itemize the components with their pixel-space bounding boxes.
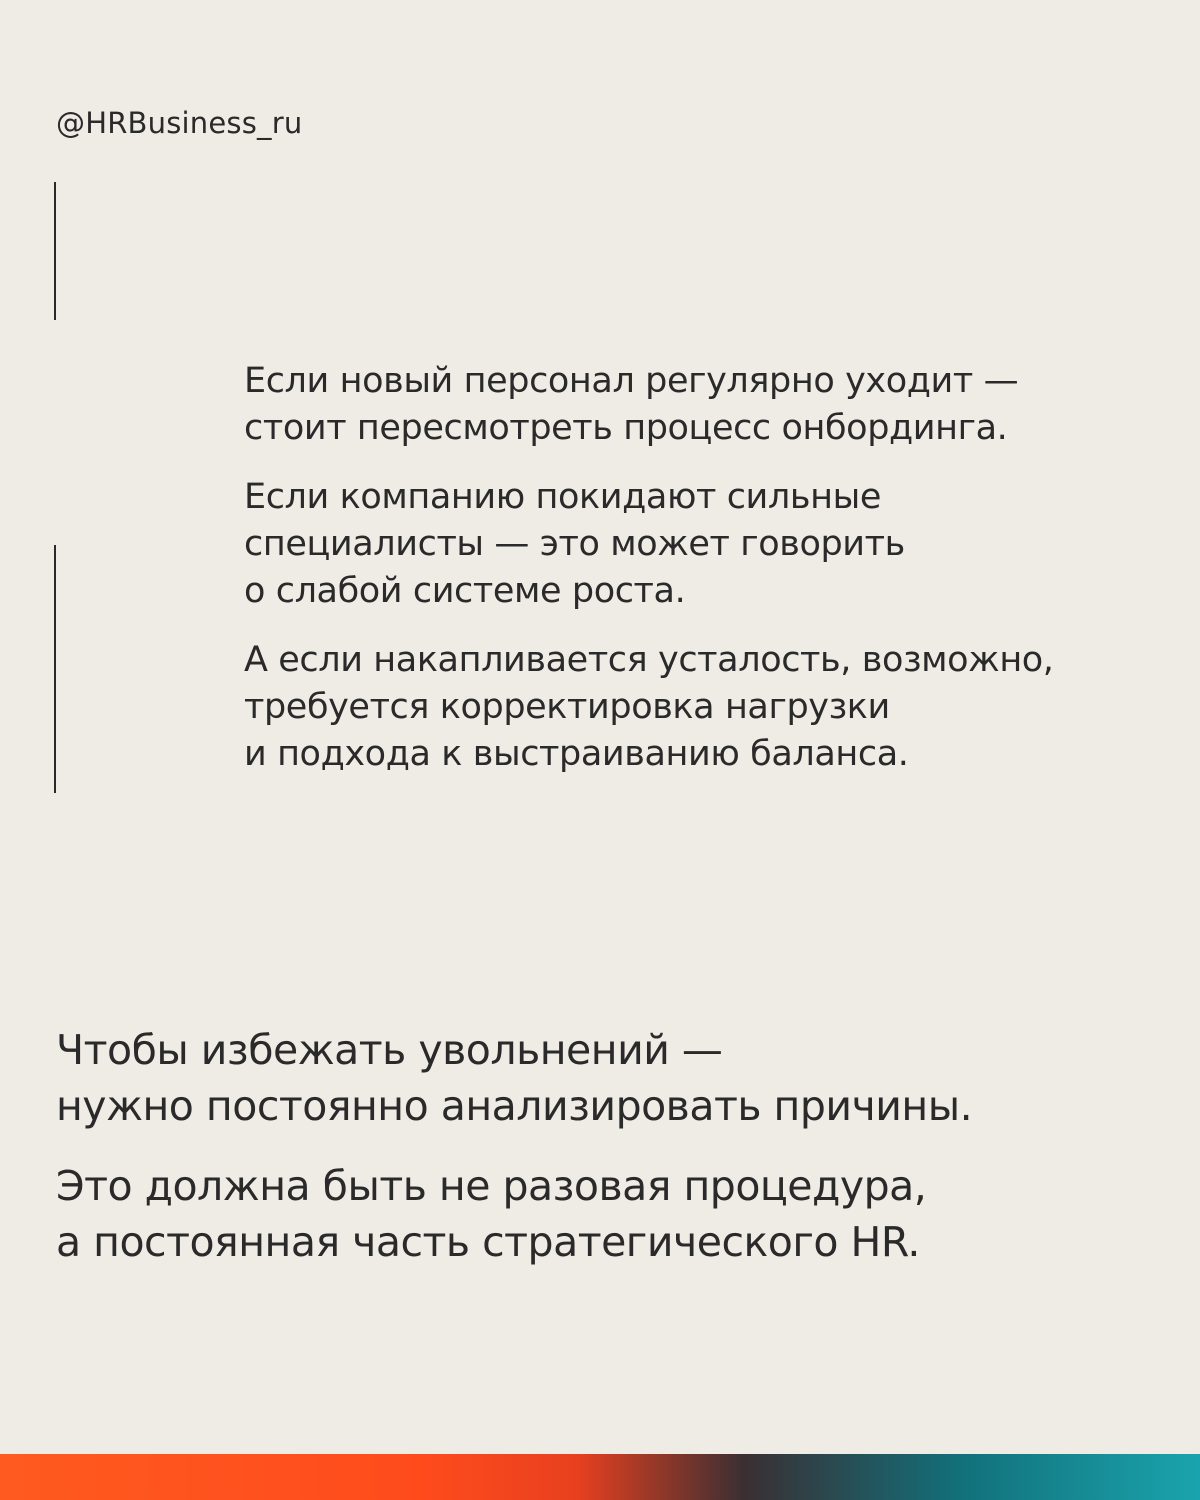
paragraph-fatigue: А если накапливается усталость, возможно, требуется корректировка нагрузки и подхода к выстраиванию баланса. — [244, 640, 1054, 774]
channel-handle: @HRBusiness_ru — [56, 106, 303, 140]
lower-text-block — [56, 1022, 1156, 1294]
paragraph-strategy: Это должна быть не разовая процедура, а постоянная часть стратегического HR. — [56, 1162, 927, 1266]
bottom-gradient-bar — [0, 1454, 1200, 1500]
upper-text-block — [244, 358, 1144, 800]
decorative-vertical-line-top — [54, 182, 56, 320]
paragraph-onboarding: Если новый персонал регулярно уходит — стоит пересмотреть процесс онбординга. — [244, 361, 1019, 448]
decorative-vertical-line-bottom — [54, 545, 56, 793]
paragraph-conclusion: Чтобы избежать увольнений — нужно постоянно анализировать причины. — [56, 1026, 973, 1130]
paragraph-growth: Если компанию покидают сильные специалисты — это может говорить о слабой системе роста. — [244, 477, 905, 611]
